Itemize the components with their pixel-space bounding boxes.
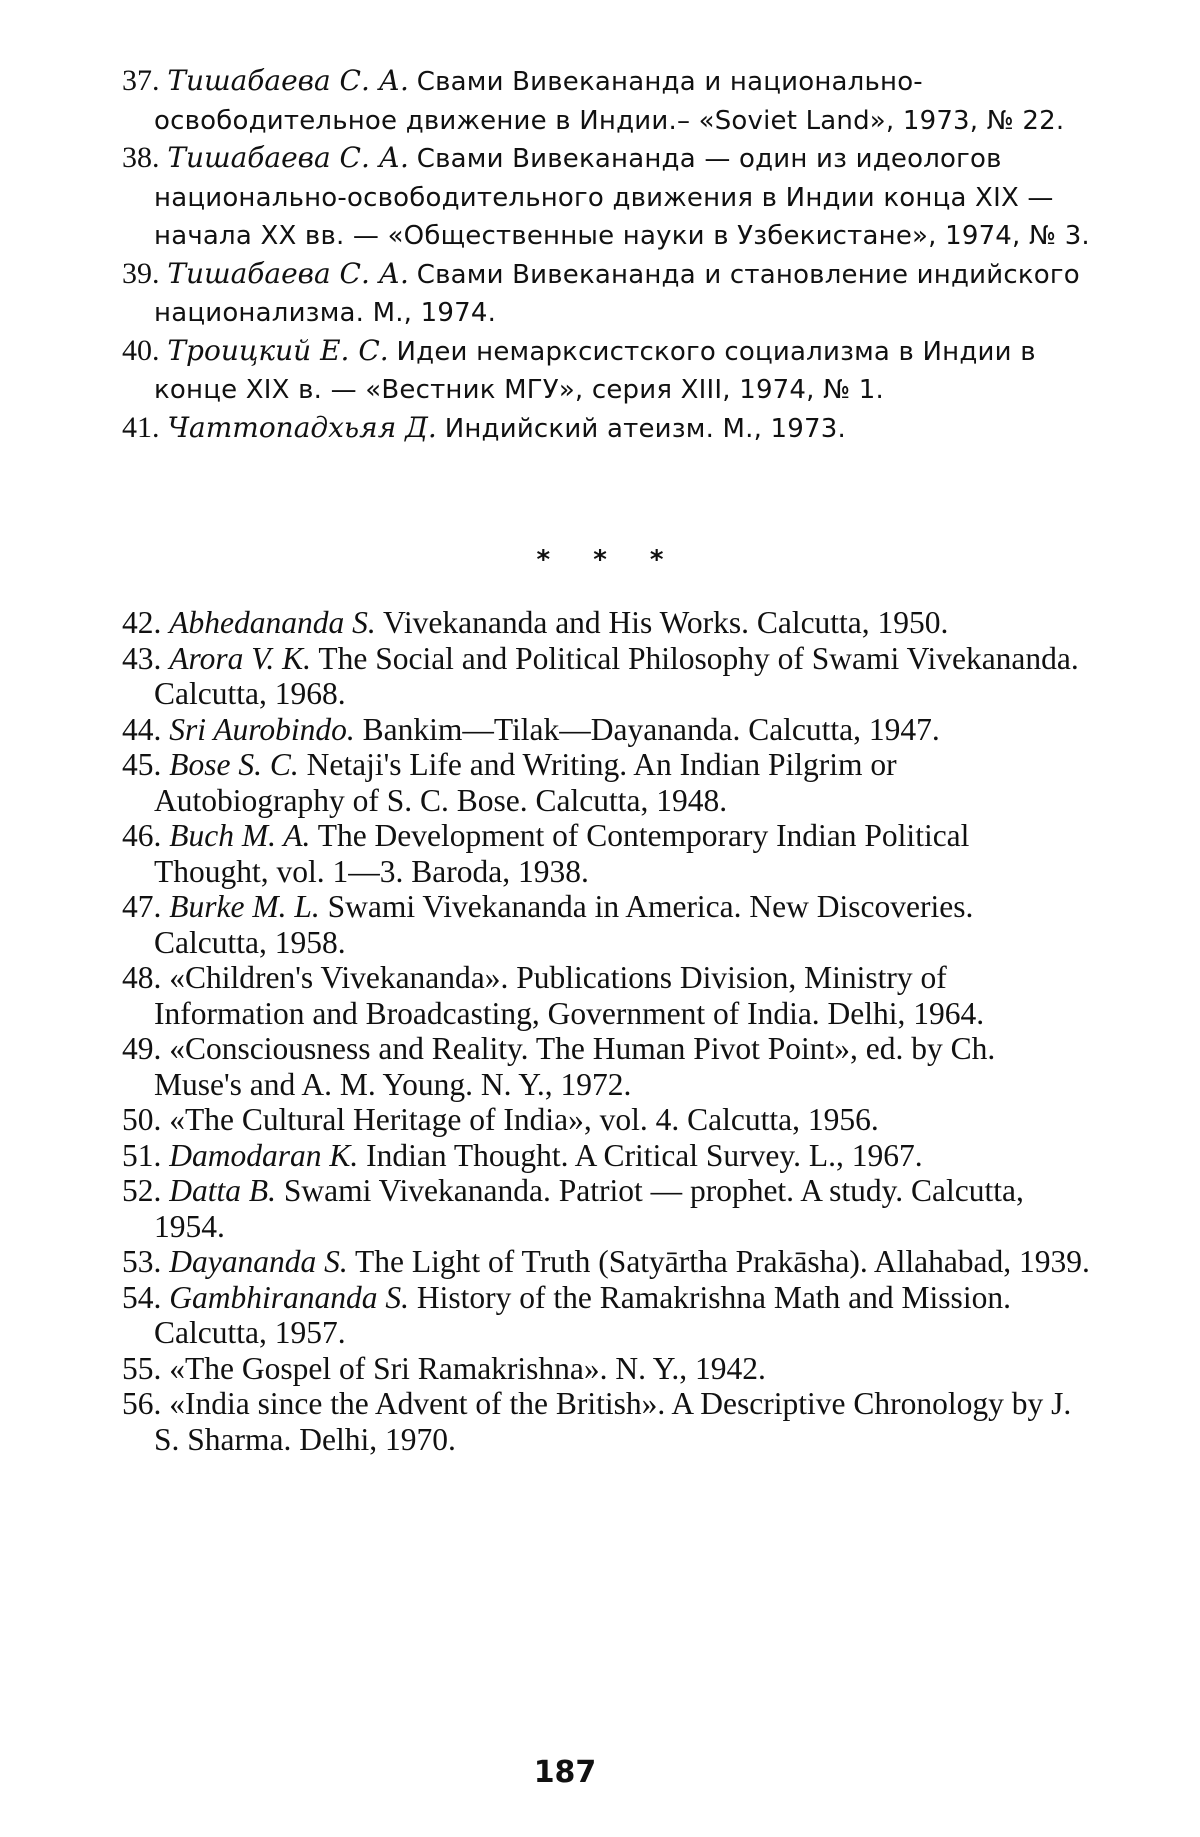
reference-text: Свами Вивекананда — один из идеологов национально-освободительного движения в Индии конца XIX — начала XX вв. — «Общественные науки в Узбекистане», 1974, № 3. (154, 144, 1090, 251)
reference-text: Свами Вивекананда и становление индийского национализма. М., 1974. (154, 259, 1080, 328)
reference-item (122, 1351, 1090, 1387)
reference-author: Тишабаева С. А. (167, 64, 409, 97)
reference-text: History of the Ramakrishna Math and Mission. Calcutta, 1957. (154, 1279, 1011, 1350)
reference-author: Bose S. C. (169, 747, 299, 782)
reference-number: 54. (122, 1279, 162, 1315)
reference-item (122, 139, 1090, 255)
reference-item (122, 1102, 1090, 1138)
reference-number: 50. (122, 1102, 162, 1137)
reference-number: 38. (122, 141, 160, 174)
references-russian (122, 62, 1090, 447)
reference-number: 53. (122, 1244, 162, 1279)
reference-item (122, 889, 1090, 960)
reference-item (122, 255, 1090, 332)
reference-text: The Development of Contemporary Indian Political Thought, vol. 1—3. Baroda, 1938. (154, 818, 970, 889)
reference-item (122, 818, 1090, 889)
reference-number: 45. (122, 747, 162, 782)
reference-number: 42. (122, 605, 162, 640)
reference-number: 56. (122, 1386, 162, 1421)
reference-item (122, 960, 1090, 1031)
page-number: 187 (533, 1755, 597, 1790)
reference-item (122, 1244, 1090, 1280)
reference-text: Swami Vivekananda in America. New Discoveries. Calcutta, 1958. (154, 889, 974, 960)
reference-author: Buch M. A. (169, 818, 311, 853)
reference-author: Arora V. K. (169, 640, 312, 676)
reference-author: Abhedananda S. (169, 605, 376, 640)
reference-item (122, 1031, 1090, 1102)
reference-text: Netaji's Life and Writing. An Indian Pilgrim or Autobiography of S. C. Bose. Calcutta, 1948. (154, 747, 897, 818)
reference-number: 55. (122, 1350, 162, 1386)
reference-text: Indian Thought. A Critical Survey. L., 1967. (366, 1137, 923, 1173)
reference-author: Dayananda S. (169, 1244, 348, 1279)
reference-number: 43. (122, 640, 162, 676)
reference-author: Чаттопадхьяя Д. (167, 410, 437, 444)
reference-number: 51. (122, 1137, 162, 1173)
reference-number: 41. (122, 410, 160, 444)
reference-author: Тишабаева С. А. (167, 256, 409, 290)
reference-text: «India since the Advent of the British». A Descriptive Chronology by J. S. Sharma. Delhi, 1970. (154, 1386, 1072, 1457)
reference-number: 52. (122, 1173, 162, 1208)
reference-text: «The Gospel of Sri Ramakrishna». N. Y., 1942. (169, 1350, 766, 1386)
reference-item (122, 409, 1090, 448)
reference-number: 49. (122, 1031, 162, 1066)
reference-number: 39. (122, 256, 160, 290)
reference-item (122, 712, 1090, 748)
reference-text: Свами Вивекананда и национально-освободительное движение в Индии.– «Soviet Land», 1973, № 22. (154, 67, 1065, 136)
reference-text: Vivekananda and His Works. Calcutta, 1950. (383, 605, 949, 640)
reference-number: 37. (122, 64, 160, 97)
reference-text: «Children's Vivekananda». Publications Division, Ministry of Information and Broadcasting, Government of India. Delhi, 1964. (154, 960, 985, 1031)
reference-item (122, 62, 1090, 139)
reference-number: 46. (122, 818, 162, 853)
reference-item (122, 747, 1090, 818)
reference-number: 40. (122, 333, 160, 367)
reference-item (122, 605, 1090, 641)
reference-author: Datta B. (169, 1173, 276, 1208)
reference-author: Sri Aurobindo. (169, 711, 355, 747)
reference-author: Тишабаева С. А. (167, 141, 409, 174)
reference-item (122, 1280, 1090, 1351)
reference-text: The Light of Truth (Satyārtha Prakāsha). Allahabad, 1939. (355, 1244, 1090, 1279)
reference-item (122, 1386, 1090, 1457)
reference-number: 44. (122, 711, 162, 747)
reference-item (122, 1173, 1090, 1244)
reference-text: Идеи немарксистского социализма в Индии в конце XIX в. — «Вестник МГУ», серия XIII, 1974, № 1. (154, 336, 1036, 405)
section-separator: * * * (536, 545, 664, 575)
reference-author: Burke M. L. (169, 889, 320, 924)
reference-text: Индийский атеизм. М., 1973. (444, 413, 846, 444)
reference-author: Damodaran K. (169, 1137, 359, 1173)
reference-author: Троицкий Е. С. (167, 333, 389, 367)
reference-text: «Consciousness and Reality. The Human Pivot Point», ed. by Ch. Muse's and A. M. Young. N. Y., 1972. (154, 1031, 996, 1102)
reference-text: The Social and Political Philosophy of Swami Vivekananda. Calcutta, 1968. (154, 640, 1079, 711)
reference-number: 47. (122, 889, 162, 924)
reference-item (122, 1138, 1090, 1174)
reference-text: Bankim—Tilak—Dayananda. Calcutta, 1947. (362, 711, 940, 747)
references-english (122, 605, 1090, 1457)
reference-item (122, 332, 1090, 409)
reference-item (122, 641, 1090, 712)
reference-number: 48. (122, 960, 162, 995)
reference-author: Gambhirananda S. (169, 1279, 410, 1315)
reference-text: Swami Vivekananda. Patriot — prophet. A study. Calcutta, 1954. (154, 1173, 1024, 1244)
reference-text: «The Cultural Heritage of India», vol. 4. Calcutta, 1956. (169, 1102, 879, 1137)
